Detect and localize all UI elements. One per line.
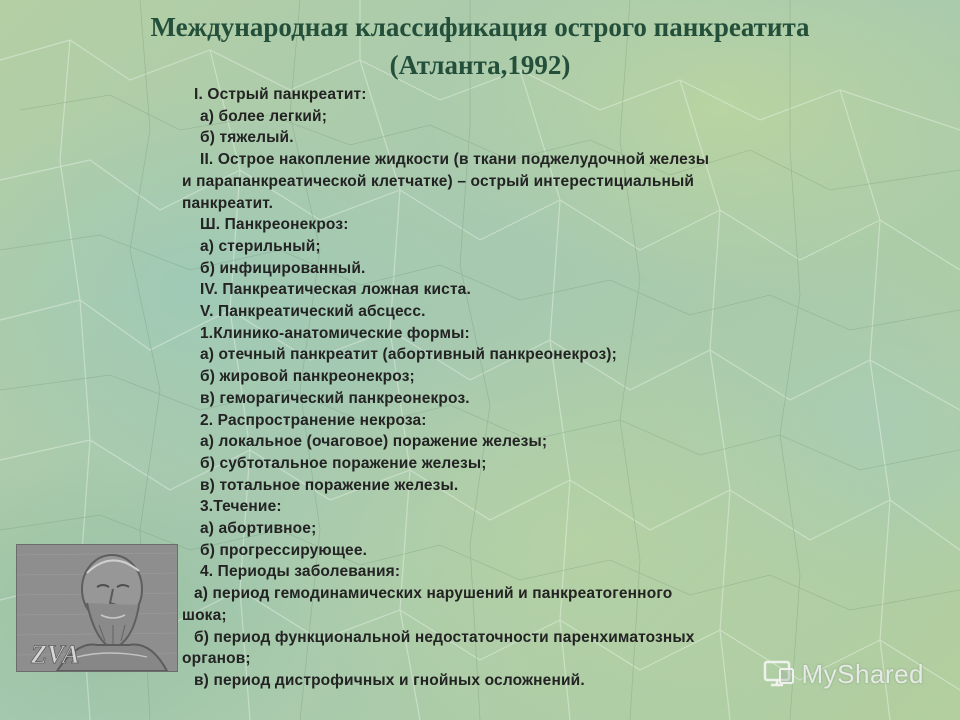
relief-portrait-image: [16, 544, 178, 672]
text-line: IV. Панкреатическая ложная киста.: [200, 281, 471, 299]
text-line: шока;: [182, 606, 227, 624]
text-line: а) абортивное;: [200, 520, 317, 538]
text-line: 2. Распространение некроза:: [200, 411, 427, 429]
watermark: [762, 654, 925, 694]
text-line: панкреатит.: [182, 194, 274, 212]
text-line: V. Панкреатический абсцесс.: [200, 303, 426, 321]
watermark-text: MyShared: [801, 658, 924, 689]
text-line: I. Острый панкреатит:: [194, 86, 367, 103]
text-line: а) стерильный;: [200, 237, 321, 255]
text-line: 1.Клинико-анатомические формы:: [200, 324, 470, 342]
text-line: в) геморагический панкреонекроз.: [200, 389, 470, 407]
text-line: б) инфицированный.: [200, 259, 366, 277]
slide-title: [60, 8, 900, 84]
myshared-logo-icon: [762, 657, 796, 691]
text-line: и парапанкреатической клетчатке) – острый интерестициальный: [182, 172, 695, 190]
text-line: II. Острое накопление жидкости (в ткани поджелудочной железы: [200, 151, 710, 169]
text-line: органов;: [182, 650, 251, 668]
text-line: а) период гемодинамических нарушений и панкреатогенного: [194, 585, 673, 603]
text-line: Ш. Панкреонекроз:: [200, 216, 349, 234]
text-line: а) отечный панкреатит (абортивный панкреонекроз);: [200, 346, 617, 364]
text-line: 3.Течение:: [200, 498, 282, 516]
portrait-signature: ZVA: [31, 640, 80, 669]
text-line: б) жировой панкреонекроз;: [200, 368, 415, 386]
text-line: а) более легкий;: [200, 107, 328, 125]
text-line: а) локальное (очаговое) поражение железы;: [200, 433, 548, 451]
text-line: 4. Периоды заболевания:: [200, 563, 401, 581]
text-line: б) тяжелый.: [200, 129, 294, 147]
title-line-2: (Атланта,1992): [389, 50, 571, 80]
text-line: б) прогрессирующее.: [200, 541, 368, 559]
classification-text: [182, 84, 902, 692]
text-line: в) тотальное поражение железы.: [200, 476, 459, 494]
title-line-1: Международная классификация острого панкреатита: [150, 12, 810, 42]
text-line: б) субтотальное поражение железы;: [200, 454, 487, 472]
text-line: в) период дистрофичных и гнойных осложнений.: [194, 671, 585, 689]
text-line: б) период функциональной недостаточности паренхиматозных: [194, 628, 695, 646]
